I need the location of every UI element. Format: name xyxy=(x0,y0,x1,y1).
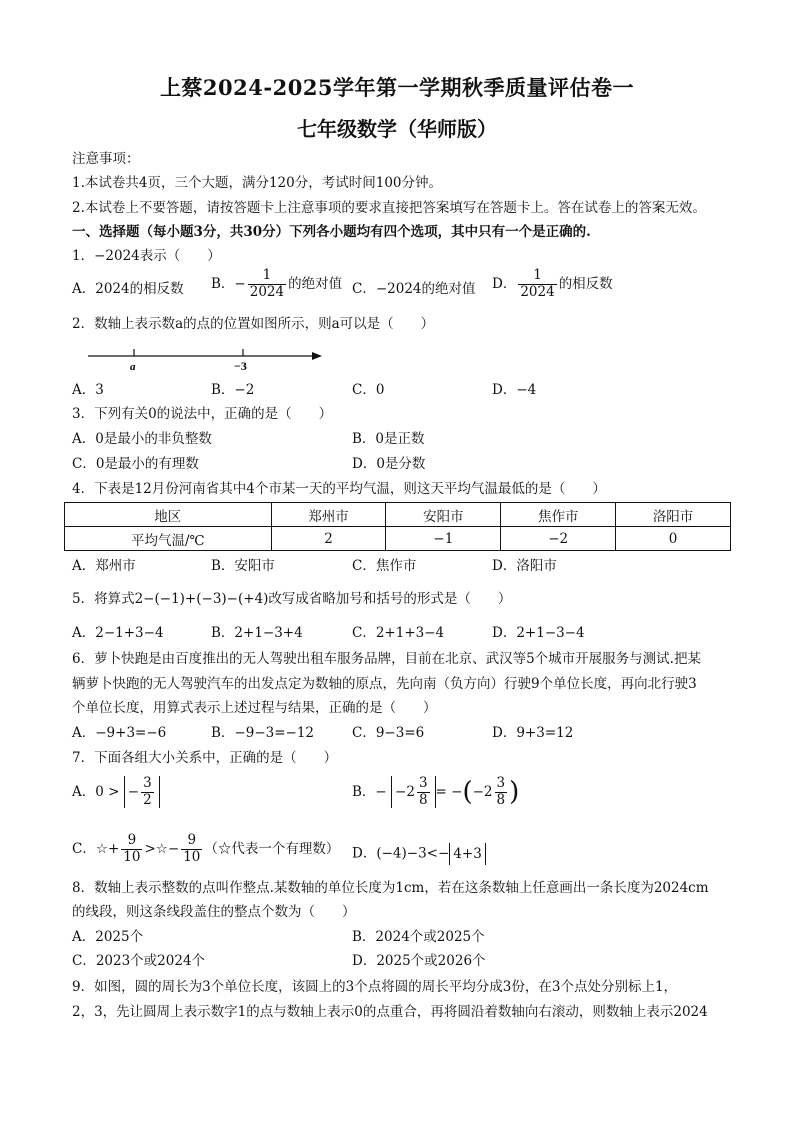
temperature-table xyxy=(64,502,731,551)
axis-arrow-icon xyxy=(312,352,322,360)
table-cell: 安阳市 xyxy=(386,503,501,527)
q7-option-d: D．(−4)−3<− 4+3 xyxy=(352,842,486,865)
table-cell: 地区 xyxy=(65,503,272,527)
notes-item-2: 2.本试卷上不要答题，请按答题卡上注意事项的要求直接把答案填写在答题卡上。答在试卷上的答案无效。 xyxy=(72,200,706,216)
table-cell: −2 xyxy=(501,527,616,551)
question-9-line-1: 9．如图，圆的周长为3个单位长度，该圆上的3个点将圆的周长平均分成3份，在3个点处分别标上1， xyxy=(72,979,678,995)
q5-option-b: B．2+1−3+4 xyxy=(211,625,303,641)
question-2-stem: 2．数轴上表示数a的点的位置如图所示，则a可以是（ ） xyxy=(72,316,435,332)
fraction: $\frac{1}{2024}$ xyxy=(249,267,285,300)
fraction: $\frac{9}{10}$ xyxy=(123,832,141,865)
q5-option-a: A．2−1+3−4 xyxy=(72,625,164,641)
table-cell: 焦作市 xyxy=(501,503,616,527)
q3-option-d: D．0是分数 xyxy=(352,456,426,472)
q3-option-b: B．0是正数 xyxy=(352,431,425,447)
notes-item-1: 1.本试卷共4页，三个大题，满分120分，考试时间100分钟。 xyxy=(72,175,443,191)
section-heading: 一、选择题（每小题3分，共30分）下列各小题均有四个选项，其中只有一个是正确的. xyxy=(72,224,591,240)
q7-option-a: A．0 > − $\frac{3}{2}$ xyxy=(72,776,160,808)
q8-option-c: C．2023个或2024个 xyxy=(72,953,206,969)
q2-option-b: B．−2 xyxy=(211,382,255,398)
axis-label-a: a xyxy=(130,361,136,373)
q7-option-c: C．☆+ $\frac{9}{10}$ >☆− $\frac{9}{10}$ （☆代表一个有理数） xyxy=(72,832,340,865)
fraction: $\frac{3}{8}$ xyxy=(496,775,506,808)
question-1-stem: 1．−2024表示（ ） xyxy=(72,248,221,264)
table-cell: 平均气温/℃ xyxy=(65,527,272,551)
fraction: $\frac{9}{10}$ xyxy=(183,832,201,865)
q8-option-a: A．2025个 xyxy=(72,929,144,945)
q1-option-d: D． $\frac{1}{2024}$ 的相反数 xyxy=(492,267,613,300)
q3-option-a: A．0是最小的非负整数 xyxy=(72,431,212,447)
q2-option-a: A．3 xyxy=(72,382,104,398)
q6-option-b: B．−9−3=−12 xyxy=(211,725,315,741)
exam-title: 上蔡2024-2025学年第一学期秋季质量评估卷一 xyxy=(159,75,635,100)
math-expression: 2−(−1)+(−3)−(+4) xyxy=(134,591,269,607)
table-cell: 郑州市 xyxy=(271,503,386,527)
question-5-stem: 5．将算式2−(−1)+(−3)−(+4)改写成省略加号和括号的形式是（ ） xyxy=(72,591,512,607)
question-4-stem: 4．下表是12月份河南省其中4个市某一天的平均气温，则这天平均气温最低的是（ ） xyxy=(72,481,606,497)
q3-option-c: C．0是最小的有理数 xyxy=(72,456,199,472)
absolute-value: −2 $\frac{3}{8}$ xyxy=(391,776,436,808)
axis-label-b: −3 xyxy=(234,359,247,373)
number-line-figure xyxy=(86,346,336,376)
question-9-line-2: 2，3，先让圆周上表示数字1的点与数轴上表示0的点重合，再将圆沿着数轴向右滚动，则数轴上表示2024 xyxy=(72,1004,708,1020)
question-8-line-1: 8．数轴上表示整数的点叫作整点.某数轴的单位长度为1cm，若在这条数轴上任意画出一条长度为2024cm xyxy=(72,880,709,896)
q2-option-d: D．−4 xyxy=(492,382,537,398)
q7-option-b: B．− −2 $\frac{3}{8}$ = −(−2 $\frac{3}{8}$ ) xyxy=(352,775,520,808)
q8-option-b: B．2024个或2025个 xyxy=(352,929,485,945)
table-cell: −1 xyxy=(386,527,501,551)
q6-option-d: D．9+3=12 xyxy=(492,725,574,741)
q4-option-d: D．洛阳市 xyxy=(492,558,557,574)
table-cell: 0 xyxy=(616,527,731,551)
q6-option-a: A．−9+3=−6 xyxy=(72,725,167,741)
q1-option-c: C．−2024的绝对值 xyxy=(352,281,476,297)
q1-option-b: B．− $\frac{1}{2024}$ 的绝对值 xyxy=(211,267,343,300)
table-cell: 洛阳市 xyxy=(616,503,731,527)
question-7-stem: 7．下面各组大小关系中，正确的是（ ） xyxy=(72,750,338,766)
question-6-line-3: 个单位长度，用算式表示上述过程与结果，正确的是（ ） xyxy=(72,700,437,716)
absolute-value: − $\frac{3}{2}$ xyxy=(124,776,160,808)
q1-option-a: A．2024的相反数 xyxy=(72,281,184,297)
question-3-stem: 3．下列有关0的说法中，正确的是（ ） xyxy=(72,406,333,422)
q4-option-b: B．安阳市 xyxy=(211,558,275,574)
table-row xyxy=(65,527,731,551)
q2-option-c: C．0 xyxy=(352,382,385,398)
exam-subtitle: 七年级数学（华师版） xyxy=(297,117,497,141)
q5-option-c: C．2+1+3−4 xyxy=(352,625,445,641)
q5-option-d: D．2+1−3−4 xyxy=(492,625,585,641)
question-6-line-2: 辆萝卜快跑的无人驾驶汽车的出发点定为数轴的原点，先向南（负方向）行驶9个单位长度，再向北行驶3 xyxy=(72,676,697,692)
absolute-value: 4+3 xyxy=(449,843,486,865)
table-cell: 2 xyxy=(271,527,386,551)
question-8-line-2: 的线段，则这条线段盖住的整点个数为（ ） xyxy=(72,904,356,920)
table-header-row xyxy=(65,503,731,527)
q4-option-a: A．郑州市 xyxy=(72,558,136,574)
fraction: $\frac{3}{2}$ xyxy=(143,775,152,808)
q4-option-c: C．焦作市 xyxy=(352,558,417,574)
question-6-line-1: 6．萝卜快跑是由百度推出的无人驾驶出租车服务品牌，目前在北京、武汉等5个城市开展服务与测试.把某 xyxy=(72,651,701,667)
notes-heading: 注意事项： xyxy=(72,151,140,167)
fraction: $\frac{1}{2024}$ xyxy=(520,267,555,300)
q8-option-d: D．2025个或2026个 xyxy=(352,953,486,969)
q6-option-c: C．9−3=6 xyxy=(352,725,425,741)
fraction: $\frac{3}{8}$ xyxy=(418,775,428,808)
